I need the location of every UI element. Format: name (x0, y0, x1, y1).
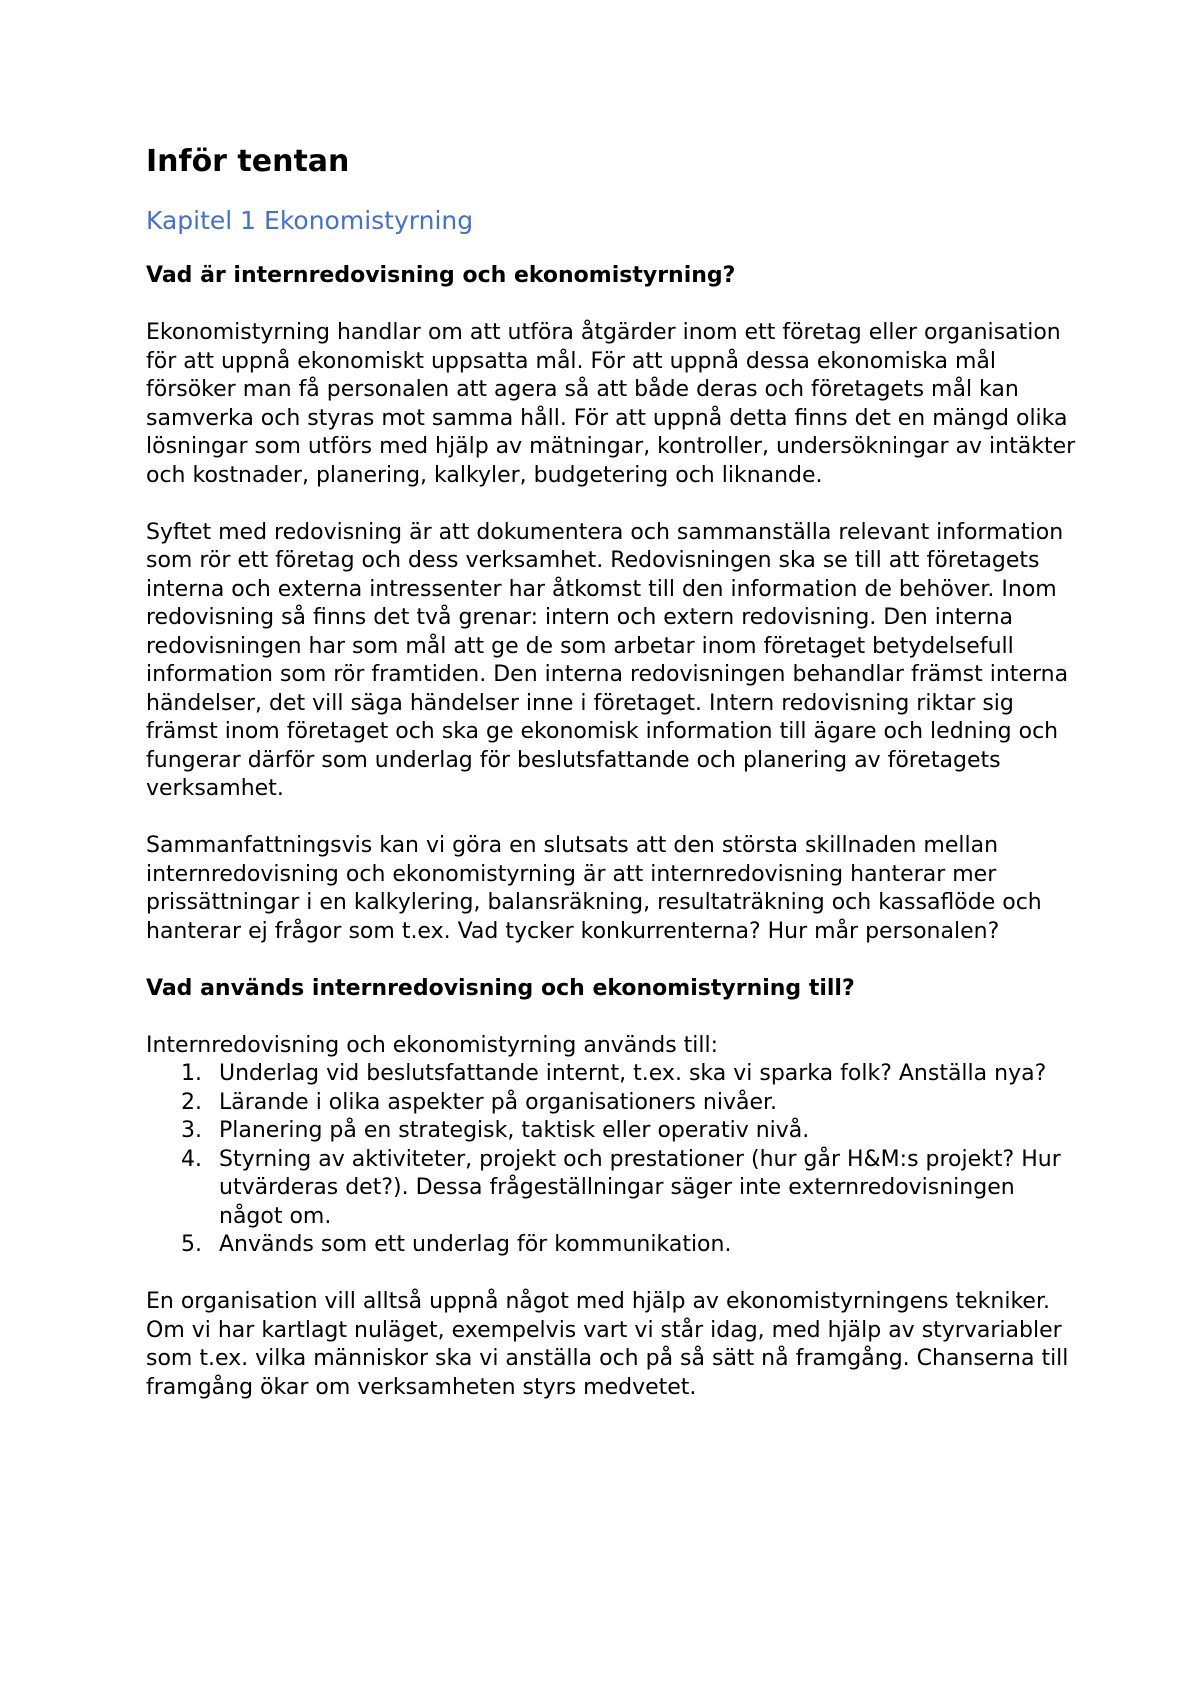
paragraph-1: Ekonomistyrning handlar om att utföra åtgärder inom ett företag eller organisation för att uppnå ekonomiskt uppsatta mål. För att uppnå dessa ekonomiska mål försöker man få personalen att agera så att både deras och företagets mål kan samverka och styras mot samma håll. För att uppnå detta finns det en mängd olika lösningar som utförs med hjälp av mätningar, kontroller, undersökningar av intäkter och kostnader, planering, kalkyler, budgetering och liknande. (146, 320, 1076, 488)
list-intro: Internredovisning och ekonomistyrning används till: (146, 1032, 719, 1058)
section-heading-1: Vad är internredovisning och ekonomistyrning? (146, 263, 736, 288)
list-item-text: Används som ett underlag för kommunikation. (219, 1232, 732, 1257)
list-item (146, 1146, 1076, 1232)
list-item-number: 1. (181, 1061, 202, 1086)
list-item-number: 5. (181, 1232, 202, 1257)
list-item-text: Planering på en strategisk, taktisk eller operativ nivå. (219, 1118, 810, 1143)
list-item-text: Lärande i olika aspekter på organisationers nivåer. (219, 1089, 777, 1115)
list-item (146, 1117, 1076, 1146)
section-heading-2: Vad används internredovisning och ekonomistyrning till? (146, 975, 855, 1001)
paragraph-3: Sammanfattningsvis kan vi göra en slutsats att den största skillnaden mellan internredovisning och ekonomistyrning är att internredovisning hanterar mer prissättningar i en kalkylering, balansräkning, resultaträkning och kassaflöde och hanterar ej frågor som t.ex. Vad tycker konkurrenterna? Hur mår personalen? (146, 833, 1042, 944)
document-page (146, 142, 1076, 1402)
chapter-heading: Kapitel 1 Ekonomistyrning (146, 206, 474, 235)
document-title: Inför tentan (146, 144, 350, 179)
list-item (146, 1231, 1076, 1260)
list-item (146, 1060, 1076, 1089)
list-item-text: Styrning av aktiviteter, projekt och prestationer (hur går H&M:s projekt? Hur utvärderas det?). Dessa frågeställningar säger inte externredovisningen något om. (219, 1146, 1061, 1229)
list-item-number: 2. (181, 1089, 202, 1115)
numbered-list (146, 1060, 1076, 1260)
paragraph-2: Syftet med redovisning är att dokumentera och sammanställa relevant information som rör ett företag och dess verksamhet. Redovisningen ska se till att företagets interna och externa intressenter har åtkomst till den information de behöver. Inom redovisning så finns det två grenar: intern och extern redovisning. Den interna redovisningen har som mål att ge de som arbetar inom företaget betydelsefull information som rör framtiden. Den interna redovisningen behandlar främst interna händelser, det vill säga händelser inne i företaget. Intern redovisning riktar sig främst inom företaget och ska ge ekonomisk information till ägare och ledning och fungerar därför som underlag för beslutsfattande och planering av företagets verksamhet. (146, 519, 1069, 801)
list-item (146, 1089, 1076, 1118)
closing-paragraph-2: Om vi har kartlagt nuläget, exempelvis vart vi står idag, med hjälp av styrvariabler som t.ex. vilka människor ska vi anställa och på så sätt nå framgång. Chanserna till framgång ökar om verksamheten styrs medvetet. (146, 1317, 1069, 1400)
list-item-number: 3. (181, 1118, 202, 1143)
closing-paragraph-1: En organisation vill alltså uppnå något med hjälp av ekonomistyrningens tekniker. (146, 1289, 1050, 1314)
list-item-text: Underlag vid beslutsfattande internt, t.ex. ska vi sparka folk? Anställa nya? (219, 1061, 1047, 1086)
list-item-number: 4. (181, 1146, 202, 1172)
